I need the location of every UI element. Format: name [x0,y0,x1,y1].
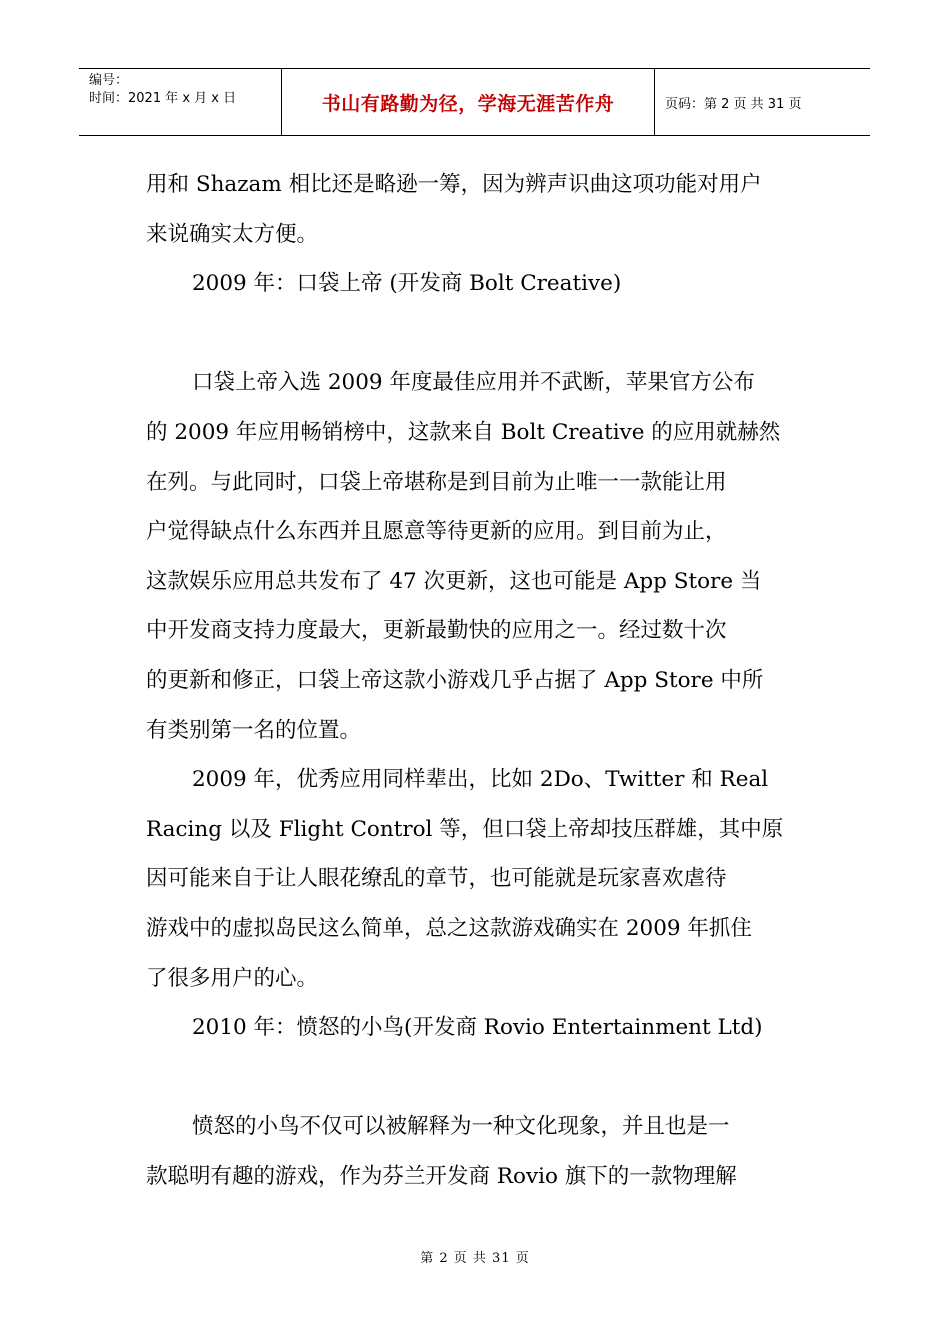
text-line: 户觉得缺点什么东西并且愿意等待更新的应用。到目前为止， [146,519,727,545]
text-line: Racing 以及 Flight Control 等，但口袋上帝却技压群雄，其中原 [146,816,784,842]
text-line: 有类别第一名的位置。 [146,717,362,743]
document-number-label: 编号： [89,73,129,88]
page-footer: 第 2 页 共 31 页 [420,1251,530,1266]
document-body [146,160,806,1201]
paragraph-start: 愤怒的小鸟不仅可以被解释为一种文化现象，并且也是一 [192,1114,730,1140]
section-heading-2009: 2009 年：口袋上帝 (开发商 Bolt Creative) [192,271,622,297]
text-line: 中开发商支持力度最大，更新最勤快的应用之一。经过数十次 [146,618,727,644]
section-heading-2010: 2010 年：愤怒的小鸟(开发商 Rovio Entertainment Ltd) [192,1015,763,1041]
header-meta-cell [79,69,282,135]
text-line: 游戏中的虚拟岛民这么简单，总之这款游戏确实在 2009 年抓住 [146,915,752,941]
paragraph-start: 口袋上帝入选 2009 年度最佳应用并不武断，苹果官方公布 [192,370,755,396]
text-line: 了很多用户的心。 [146,965,319,991]
text-line: 用和 Shazam 相比还是略逊一筹，因为辨声识曲这项功能对用户 [146,172,762,197]
text-line: 的 2009 年应用畅销榜中，这款来自 Bolt Creative 的应用就赫然 [146,419,781,445]
document-header [79,68,870,136]
blank-line [146,309,806,359]
text-line: 在列。与此同时，口袋上帝堪称是到目前为止唯一一款能让用 [146,469,727,495]
paragraph-start: 2009 年，优秀应用同样辈出，比如 2Do、Twitter 和 Real [192,767,769,793]
text-line: 款聪明有趣的游戏，作为芬兰开发商 Rovio 旗下的一款物理解 [146,1163,737,1189]
header-page-info: 页码：第 2 页 共 31 页 [665,96,802,112]
text-line: 的更新和修正，口袋上帝这款小游戏几乎占据了 App Store 中所 [146,667,764,693]
blank-line [146,1053,806,1103]
document-date-label: 时间：2021 年 x 月 x 日 [89,91,237,106]
text-line: 来说确实太方便。 [146,221,319,247]
text-line: 这款娱乐应用总共发布了 47 次更新，这也可能是 App Store 当 [146,568,762,594]
header-motto: 书山有路勤为径，学海无涯苦作舟 [282,69,655,135]
text-line: 因可能来自于让人眼花缭乱的章节，也可能就是玩家喜欢虐待 [146,866,727,892]
